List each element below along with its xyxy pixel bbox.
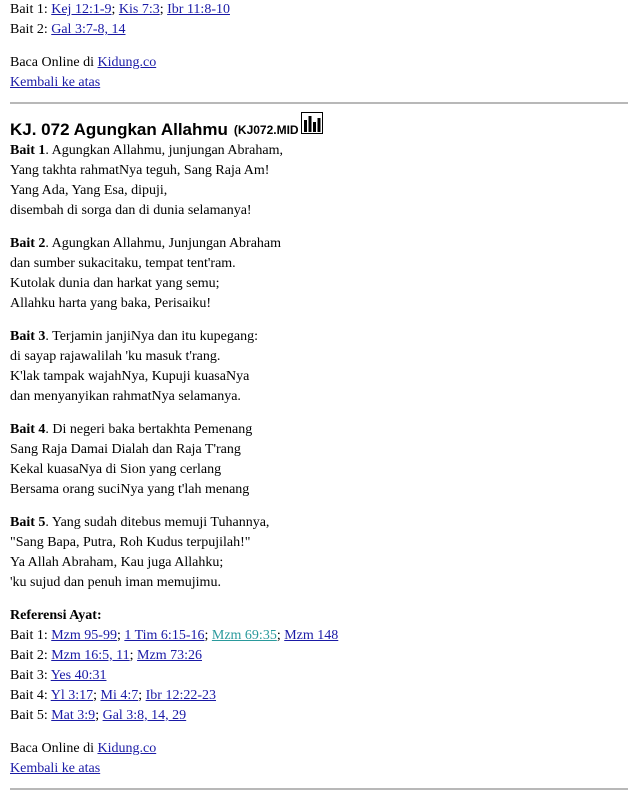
verse-line: Ya Allah Abraham, Kau juga Allahku; (10, 555, 224, 570)
ref-link[interactable]: Yes 40:31 (50, 668, 107, 683)
verse-line: Sang Raja Damai Dialah dan Raja T'rang (10, 442, 241, 457)
ref-link[interactable]: Mzm 16:5, 11 (51, 648, 130, 663)
verse-4 (10, 420, 628, 500)
verse-line: Yang takhta rahmatNya teguh, Sang Raja Am! (10, 163, 270, 178)
kidung-link[interactable]: Kidung.co (97, 55, 157, 70)
verse-label: Bait 5 (10, 515, 46, 530)
ref-link[interactable]: Gal 3:8, 14, 29 (102, 708, 187, 723)
verse-line: disembah di sorga dan di dunia selamanya! (10, 203, 252, 218)
ref-row-bait4 (10, 686, 628, 706)
references (10, 606, 628, 726)
midi-filename: (KJ072.MID (233, 123, 299, 137)
verse-5 (10, 513, 628, 593)
verse-line: Kekal kuasaNya di Sion yang cerlang (10, 462, 222, 477)
ref-row-bait5 (10, 706, 628, 726)
ref-sep: ; (138, 688, 143, 703)
ref-link[interactable]: Ibr 11:8-10 (167, 2, 230, 17)
ref-link[interactable]: Kej 12:1-9 (51, 2, 112, 17)
verse-line: dan sumber sukacitaku, tempat tent'ram. (10, 256, 236, 271)
ref-sep: ; (204, 628, 209, 643)
verse-line: Yang Ada, Yang Esa, dipuji, (10, 183, 168, 198)
verse-line: Kutolak dunia dan harkat yang semu; (10, 276, 220, 291)
ref-sep: ; (95, 708, 100, 723)
ref-sep: ; (111, 2, 116, 17)
verse-label: Bait 3 (10, 329, 46, 344)
back-to-top-link[interactable]: Kembali ke atas (10, 761, 101, 776)
verse-line: . Di negeri baka bertakhta Pemenang (45, 422, 253, 437)
verse-2 (10, 234, 628, 314)
page (10, 0, 628, 790)
read-online-prefix: Baca Online di (10, 741, 94, 756)
verse-line: Bersama orang suciNya yang t'lah menang (10, 482, 250, 497)
ref-label: Bait 2: (10, 648, 48, 663)
ref-sep: ; (93, 688, 97, 703)
references-heading: Referensi Ayat: (10, 608, 102, 623)
verse-line: Allahku harta yang baka, Perisaiku! (10, 296, 211, 311)
ref-link[interactable]: Yl 3:17 (50, 688, 94, 703)
ref-label: Bait 3: (10, 668, 48, 683)
back-to-top-line (10, 73, 628, 93)
ref-label: Bait 1: (10, 2, 48, 17)
verse-1 (10, 141, 628, 221)
verse-label: Bait 1 (10, 143, 46, 158)
ref-sep: ; (116, 628, 121, 643)
back-to-top-link[interactable]: Kembali ke atas (10, 75, 101, 90)
song-title: KJ. 072 Agungkan Allahmu (10, 120, 228, 139)
verse-line: . Agungkan Allahmu, Junjungan Abraham (45, 236, 282, 251)
verse-line: dan menyanyikan rahmatNya selamanya. (10, 389, 241, 404)
ref-row-bait2 (10, 646, 628, 666)
ref-link[interactable]: 1 Tim 6:15-16 (124, 628, 205, 643)
verse-line: "Sang Bapa, Putra, Roh Kudus terpujilah!" (10, 535, 251, 550)
top-ref-bait1 (10, 0, 628, 20)
ref-link[interactable]: Mzm 148 (284, 628, 339, 643)
verse-line: . Agungkan Allahmu, junjungan Abraham, (45, 143, 283, 158)
ref-row-bait1 (10, 626, 628, 646)
ref-link[interactable]: Ibr 12:22-23 (145, 688, 217, 703)
song-heading (10, 113, 628, 141)
ref-label: Bait 1: (10, 628, 48, 643)
verse-label: Bait 2 (10, 236, 46, 251)
verse-line: K'lak tampak wajahNya, Kupuji kuasaNya (10, 369, 250, 384)
verse-line: . Yang sudah ditebus memuji Tuhannya, (45, 515, 270, 530)
ref-sep: ; (159, 2, 164, 17)
verse-line: 'ku sujud dan penuh iman memujimu. (10, 575, 221, 590)
ref-link[interactable]: Gal 3:7-8, 14 (51, 22, 126, 37)
ref-label: Bait 4: (10, 688, 48, 703)
back-to-top-line (10, 759, 628, 779)
read-online-line (10, 53, 628, 73)
ref-link[interactable]: Mi 4:7 (100, 688, 139, 703)
ref-row-bait3 (10, 666, 628, 686)
read-online-line (10, 739, 628, 759)
ref-sep: ; (129, 648, 134, 663)
ref-link[interactable]: Mzm 73:26 (137, 648, 202, 663)
ref-link[interactable]: Kis 7:3 (118, 2, 160, 17)
read-online-prefix: Baca Online di (10, 55, 94, 70)
ref-link[interactable]: Mat 3:9 (51, 708, 96, 723)
verse-3 (10, 327, 628, 407)
ref-link[interactable]: Mzm 69:35 (211, 628, 277, 643)
verse-line: di sayap rajawalilah 'ku masuk t'rang. (10, 349, 221, 364)
bar-chart-icon[interactable] (301, 112, 323, 139)
kidung-link[interactable]: Kidung.co (97, 741, 157, 756)
ref-link[interactable]: Mzm 95-99 (51, 628, 117, 643)
ref-label: Bait 5: (10, 708, 48, 723)
top-ref-bait2 (10, 20, 628, 40)
verse-label: Bait 4 (10, 422, 46, 437)
verse-line: . Terjamin janjiNya dan itu kupegang: (45, 329, 258, 344)
ref-label: Bait 2: (10, 22, 48, 37)
ref-sep: ; (276, 628, 281, 643)
